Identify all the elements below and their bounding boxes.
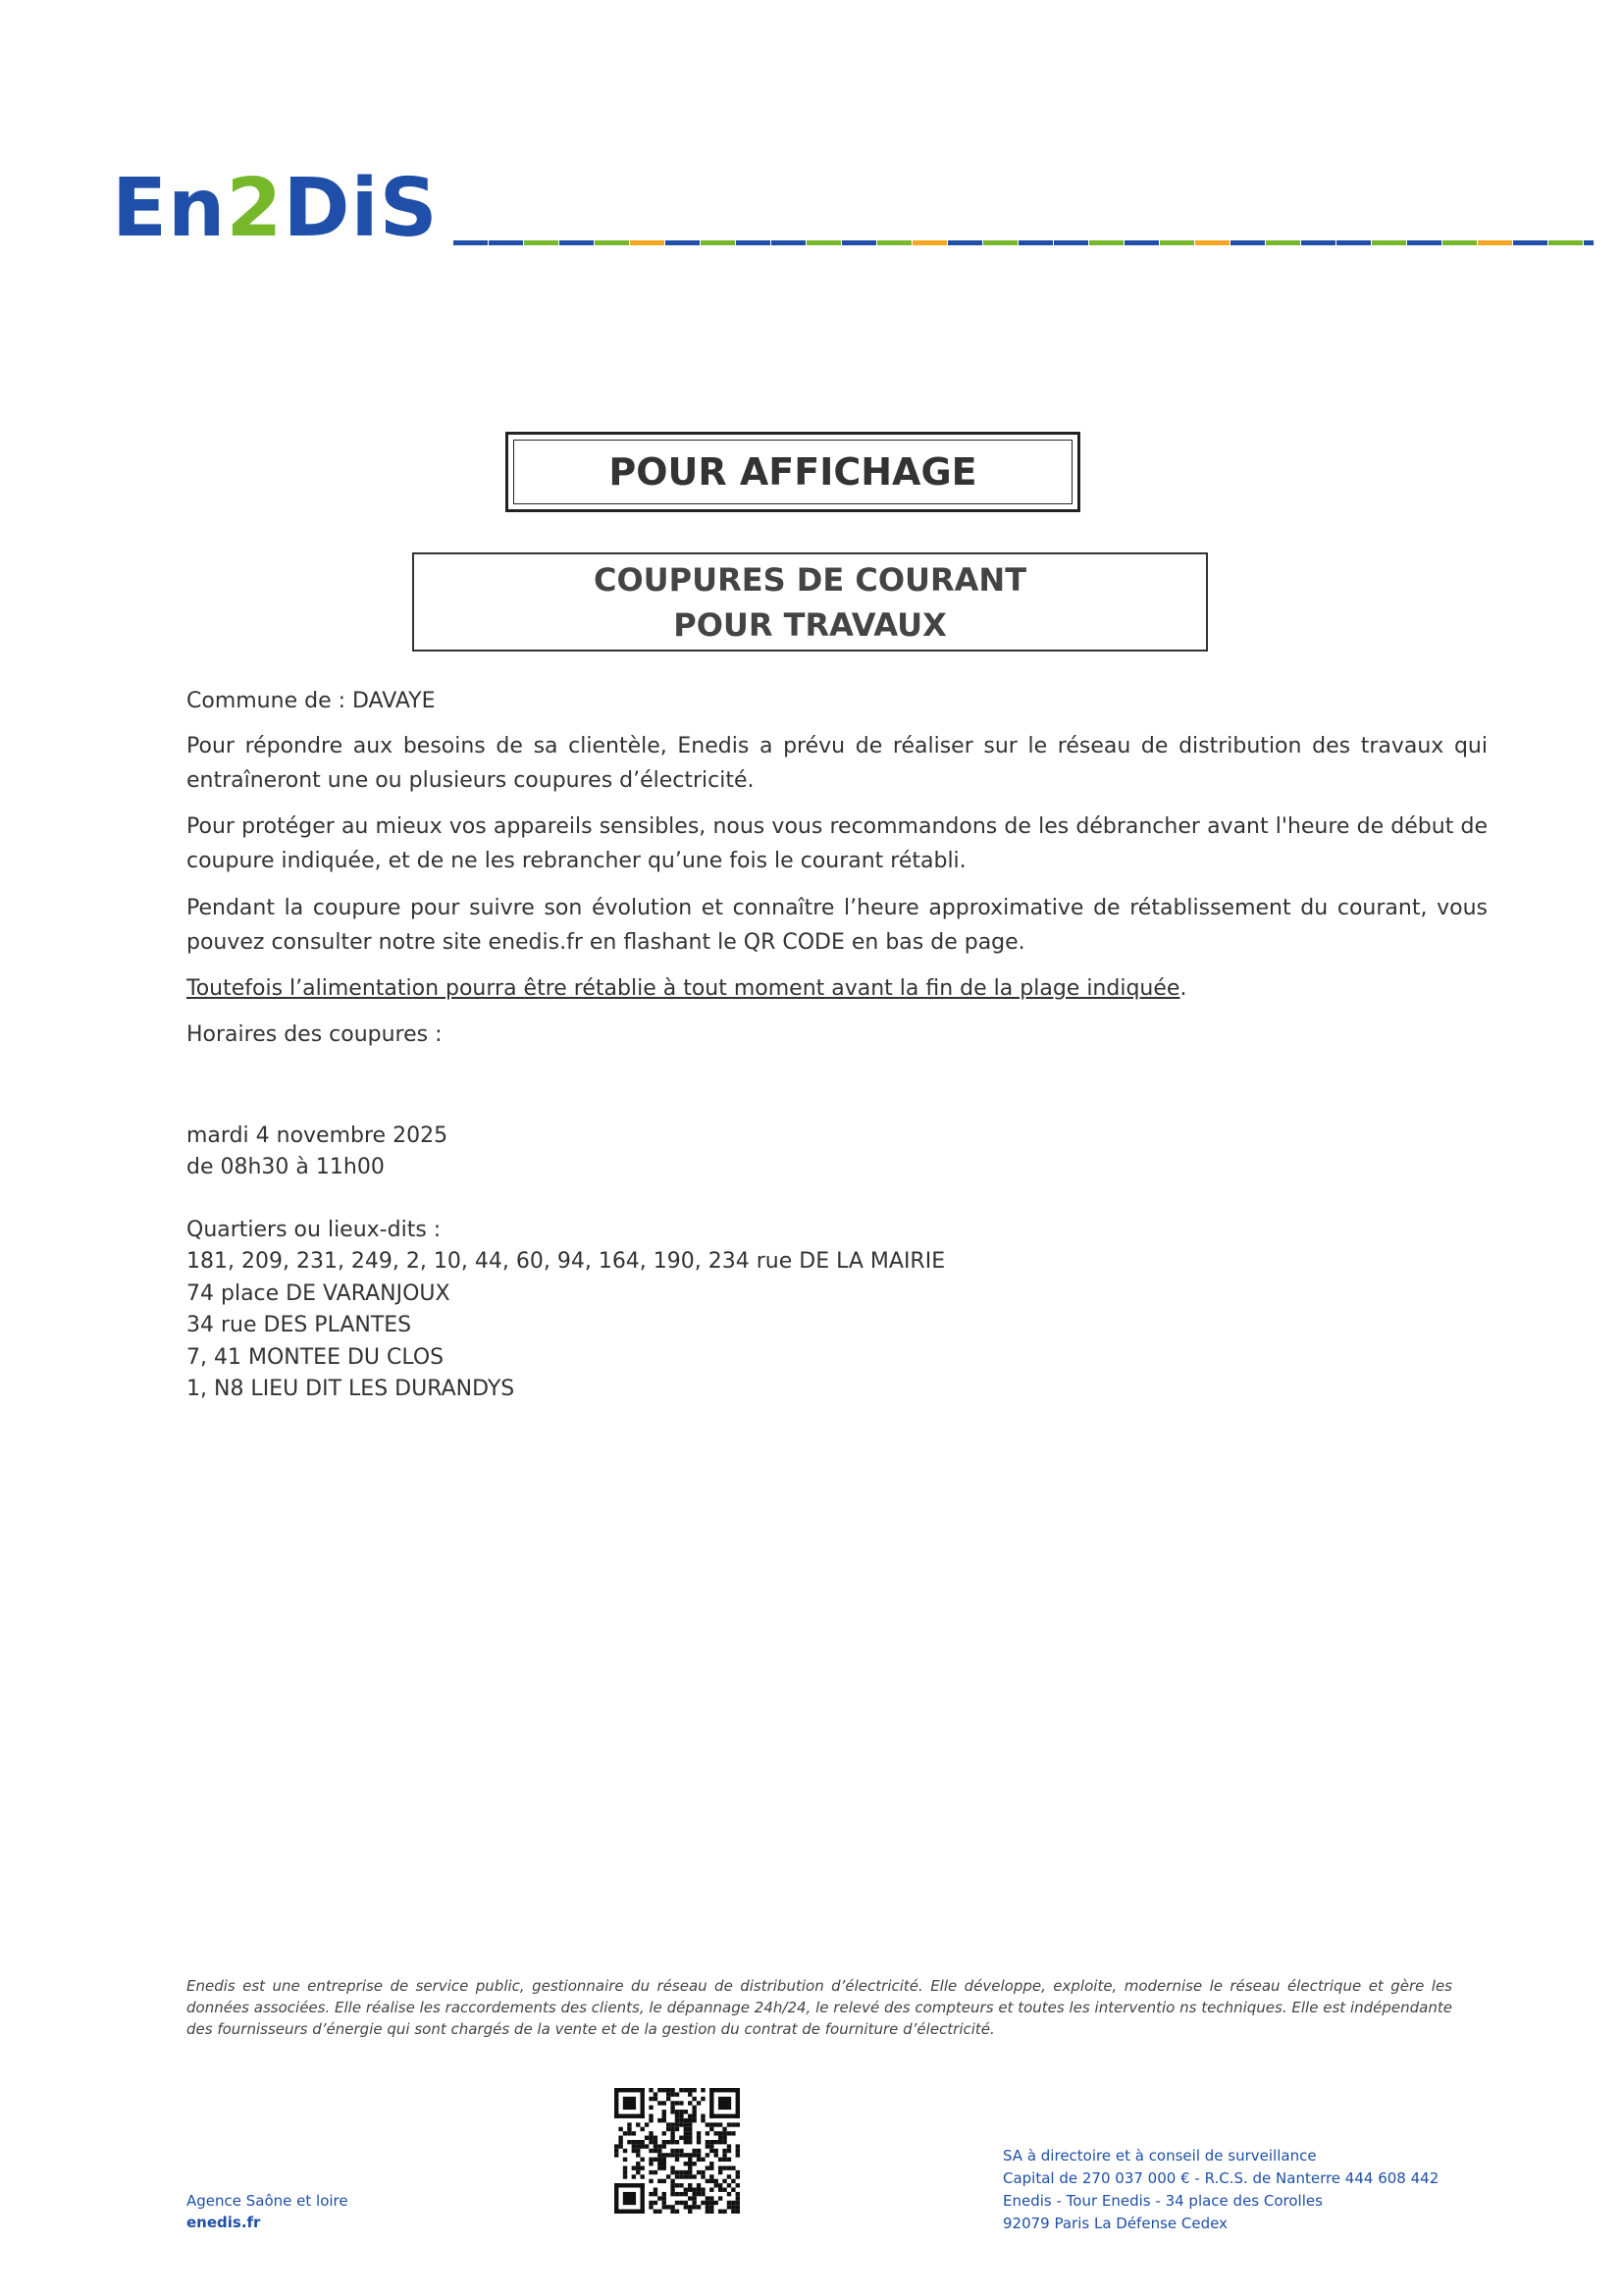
title-box xyxy=(505,432,1080,512)
footer-notice: Enedis est une entreprise de service public, gestionnaire du réseau de distribution d’électricité. Elle développe, exploite, modernise le réseau électrique et gère les données associées. Elle réalise les raccordements des clients, le dépannage 24h/24, le relevé des compteurs et toutes les interventio ns techniques. Elle est indépendante des fournisseurs d’énergie qui sont chargés de la vente et de la gestion du contrat de fourniture d’électricité. xyxy=(186,1977,1452,2038)
title-box-label: POUR AFFICHAGE xyxy=(513,440,1073,504)
website-link[interactable]: enedis.fr xyxy=(186,2214,261,2231)
subtitle-line-1: COUPURES DE COURANT xyxy=(593,560,1027,599)
places-label: Quartiers ou lieux-dits : xyxy=(186,1218,442,1242)
qr-code-icon[interactable] xyxy=(614,2088,740,2214)
agency-block xyxy=(186,2190,348,2233)
logo-text-part1: En xyxy=(112,162,227,255)
paragraph-3: Pendant la coupure pour suivre son évolution et connaître l’heure approximative de rétablissement du courant, vous pouvez consulter notre site enedis.fr en flashant le QR CODE en bas de page. xyxy=(186,896,1488,955)
legal-line: 92079 Paris La Défense Cedex xyxy=(1003,2215,1228,2232)
place-item: 181, 209, 231, 249, 2, 10, 44, 60, 94, 164, 190, 234 rue DE LA MAIRIE xyxy=(186,1249,946,1274)
place-item: 74 place DE VARANJOUX xyxy=(186,1281,450,1306)
warning-period: . xyxy=(1179,976,1187,1001)
paragraph-1: Pour répondre aux besoins de sa clientèle, Enedis a prévu de réaliser sur le réseau de distribution des travaux qui entraîneront une ou plusieurs coupures d’électricité. xyxy=(186,734,1488,793)
commune-line: Commune de : DAVAYE xyxy=(186,689,436,713)
logo-dashed-line xyxy=(453,240,1594,245)
legal-block xyxy=(1003,2145,1439,2235)
agency-name: Agence Saône et loire xyxy=(186,2192,348,2210)
schedule-label: Horaires des coupures : xyxy=(186,1022,443,1047)
place-item: 1, N8 LIEU DIT LES DURANDYS xyxy=(186,1377,515,1401)
place-item: 34 rue DES PLANTES xyxy=(186,1313,412,1337)
subtitle-box xyxy=(412,552,1208,652)
enedis-logo xyxy=(112,162,439,255)
subtitle-line-2: POUR TRAVAUX xyxy=(673,605,947,644)
legal-line: SA à directoire et à conseil de surveillance xyxy=(1003,2147,1317,2165)
legal-line: Capital de 270 037 000 € - R.C.S. de Nanterre 444 608 442 xyxy=(1003,2169,1440,2187)
warning-line xyxy=(186,971,1488,1006)
warning-text: Toutefois l’alimentation pourra être rétablie à tout moment avant la fin de la plage indiquée xyxy=(186,976,1180,1001)
outage-time: de 08h30 à 11h00 xyxy=(186,1155,385,1179)
paragraph-2: Pour protéger au mieux vos appareils sensibles, nous vous recommandons de les débrancher avant l'heure de début de coupure indiquée, et de ne les rebrancher qu’une fois le courant rétabli. xyxy=(186,814,1488,873)
outage-date: mardi 4 novembre 2025 xyxy=(186,1123,448,1148)
logo-text-part3: DiS xyxy=(283,162,439,255)
place-item: 7, 41 MONTEE DU CLOS xyxy=(186,1345,445,1370)
logo-text-part2: 2 xyxy=(226,162,284,255)
legal-line: Enedis - Tour Enedis - 34 place des Corolles xyxy=(1003,2192,1323,2210)
